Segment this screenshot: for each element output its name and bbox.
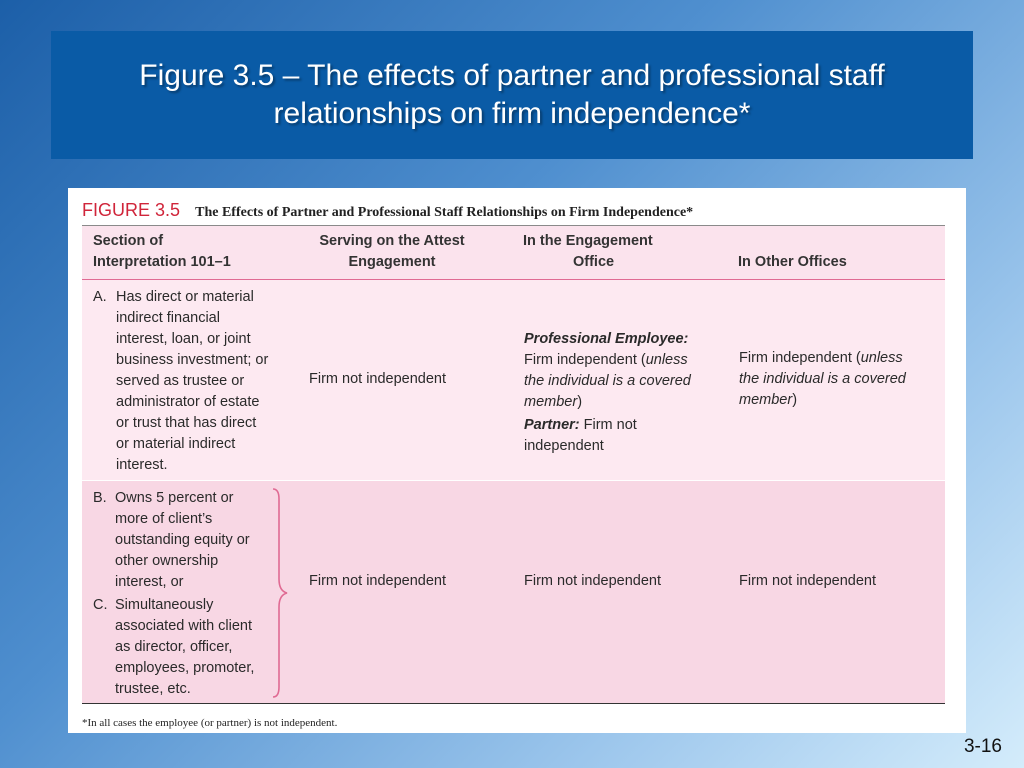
table-header-row xyxy=(82,225,945,280)
header-attest-line-2: Engagement xyxy=(348,254,436,270)
row-a-other-line-3 xyxy=(739,390,939,411)
row-b-description xyxy=(115,488,250,593)
slide-title-box xyxy=(51,31,973,159)
figure-label: FIGURE 3.5 xyxy=(82,200,181,220)
row-a-other xyxy=(739,348,939,411)
row-a-line: administrator of estate xyxy=(116,394,260,410)
row-a-partner-text: Firm not xyxy=(579,417,637,433)
row-a-partner-line-2: independent xyxy=(524,438,604,454)
row-b-line: interest, or xyxy=(115,574,184,590)
row-a-line: interest, loan, or joint xyxy=(116,331,251,347)
slide-title-line-2: relationships on firm independence* xyxy=(273,97,751,130)
figure-image xyxy=(68,188,966,733)
row-a-line: or trust that has direct xyxy=(116,415,257,431)
row-a-line: business investment; or xyxy=(116,352,269,368)
row-c-line: employees, promoter, xyxy=(115,660,255,676)
row-a-line: indirect financial xyxy=(116,310,220,326)
curly-brace-icon xyxy=(271,487,291,699)
row-a-line: served as trustee or xyxy=(116,373,245,389)
row-bc-attest: Firm not independent xyxy=(309,573,447,589)
slide-page-number: 3-16 xyxy=(963,736,1002,757)
row-c-line: Simultaneously xyxy=(115,597,214,613)
row-a-prof-label: Professional Employee: xyxy=(524,331,689,347)
row-b-line: more of client’s xyxy=(115,511,213,527)
row-a-other-unless: unless xyxy=(860,350,903,366)
slide-title-line-1: Figure 3.5 – The effects of partner and professional staff xyxy=(139,59,885,92)
header-office xyxy=(523,231,683,273)
row-a-other-close: ) xyxy=(792,392,798,408)
row-a-line: interest. xyxy=(116,457,168,473)
row-a-prof-line-3 xyxy=(524,392,724,413)
row-b-line: other ownership xyxy=(115,553,219,569)
row-b-line: Owns 5 percent or xyxy=(115,490,234,506)
row-a-partner-line-1 xyxy=(524,415,724,436)
row-a-attest: Firm not independent xyxy=(309,371,447,387)
row-c-description xyxy=(115,595,254,700)
row-a-partner-label: Partner: xyxy=(524,417,580,433)
header-attest xyxy=(302,231,482,273)
row-c-marker: C. xyxy=(93,597,108,613)
row-a-prof-line-2: the individual is a covered xyxy=(524,373,691,389)
row-c-line: as director, officer, xyxy=(115,639,233,655)
row-bc-office: Firm not independent xyxy=(524,573,662,589)
figure-caption: The Effects of Partner and Professional Staff Relationships on Firm Independence* xyxy=(195,205,694,220)
row-bc-other: Firm not independent xyxy=(739,573,877,589)
row-a-marker: A. xyxy=(93,289,107,305)
row-a-other-member: member xyxy=(739,392,793,408)
header-section-line-2: Interpretation 101–1 xyxy=(93,254,231,270)
header-office-line-2: Office xyxy=(573,254,615,270)
row-a-line: or material indirect xyxy=(116,436,236,452)
figure-heading xyxy=(82,200,693,221)
row-a-prof-line-1 xyxy=(524,350,724,371)
row-a-prof-unless: unless xyxy=(645,352,688,368)
row-b-marker: B. xyxy=(93,490,107,506)
row-b-line: outstanding equity or xyxy=(115,532,250,548)
table-row-a xyxy=(82,280,945,481)
row-a-office xyxy=(524,329,724,457)
independence-table xyxy=(82,225,945,704)
header-other-offices: In Other Offices xyxy=(738,254,847,270)
row-a-line: Has direct or material xyxy=(116,289,254,305)
row-a-other-line-2: the individual is a covered xyxy=(739,371,906,387)
header-office-line-1: In the Engagement xyxy=(523,233,653,249)
row-a-prof-close: ) xyxy=(577,394,583,410)
row-a-description xyxy=(116,287,268,476)
table-row-bc xyxy=(82,481,945,704)
header-section xyxy=(93,231,231,273)
row-a-other-line-1 xyxy=(739,348,939,369)
figure-footnote: *In all cases the employee (or partner) is not independent. xyxy=(82,717,338,729)
row-a-prof-member: member xyxy=(524,394,578,410)
row-c-line: associated with client xyxy=(115,618,253,634)
row-a-other-text: Firm independent ( xyxy=(739,350,861,366)
row-a-prof-text: Firm independent ( xyxy=(524,352,646,368)
header-section-line-1: Section of xyxy=(93,233,164,249)
header-attest-line-1: Serving on the Attest xyxy=(319,233,465,249)
row-c-line: trustee, etc. xyxy=(115,681,191,697)
